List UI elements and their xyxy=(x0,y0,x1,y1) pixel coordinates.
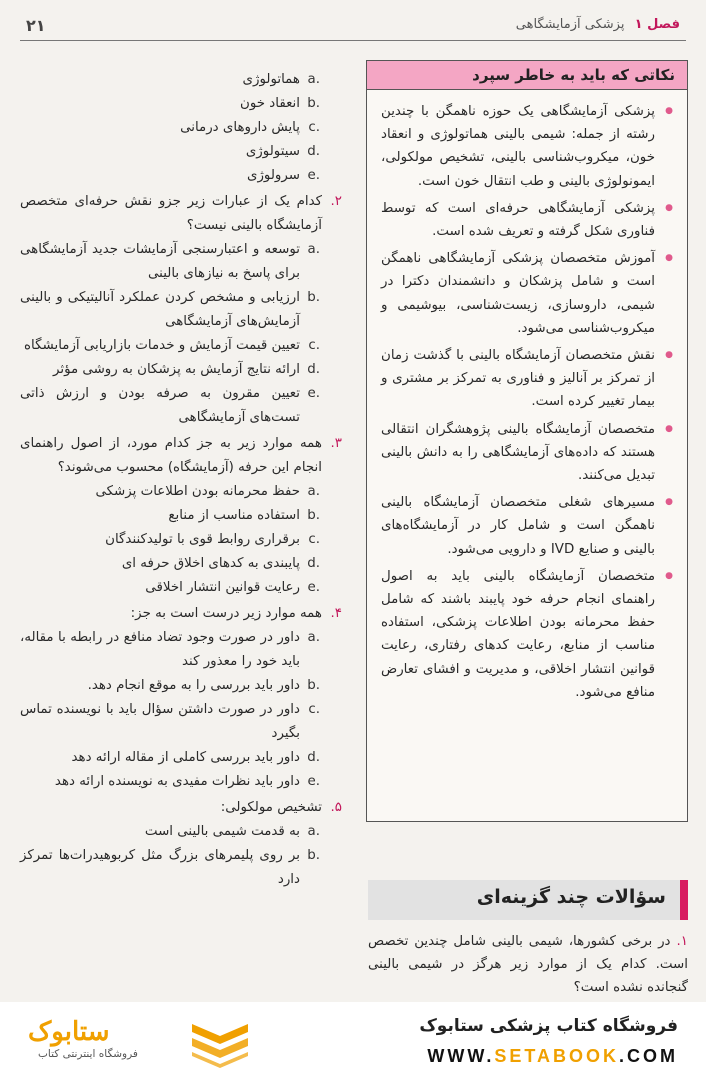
question-text: کدام یک از عبارات زیر جزو نقش حرفه‌ای متخصص آزمایشگاه بالینی نیست؟ xyxy=(20,194,322,233)
option xyxy=(20,92,342,116)
option-text: رعایت قوانین انتشار اخلاقی xyxy=(145,580,300,595)
option-letter: e. xyxy=(307,168,320,183)
option-text: ارزیابی و مشخص کردن عملکرد آنالیتیکی و بالینی آزمایش‌های آزمایشگاهی xyxy=(20,290,300,329)
option xyxy=(20,238,342,286)
chapter-title: پزشکی آزمایشگاهی xyxy=(515,17,625,32)
option xyxy=(20,334,342,358)
question-2 xyxy=(20,190,342,238)
question-text: تشخیص مولکولی: xyxy=(220,800,322,815)
option-letter: a. xyxy=(307,242,320,257)
option-text: پایبندی به کدهای اخلاق حرفه ای xyxy=(121,556,300,571)
store-banner xyxy=(0,1002,706,1080)
option-letter: d. xyxy=(307,144,320,159)
option xyxy=(20,844,342,892)
option xyxy=(20,382,342,430)
option-letter: e. xyxy=(307,774,320,789)
option-letter: e. xyxy=(307,386,320,401)
option-letter: d. xyxy=(307,362,320,377)
option-letter: c. xyxy=(308,532,320,547)
option-text: تعیین مقرون به صرفه بودن و ارزش ذاتی تست‌های آزمایشگاهی xyxy=(20,386,300,425)
option-text: انعقاد خون xyxy=(239,96,300,111)
key-point-item: ● آموزش متخصصان پزشکی آزمایشگاهی ناهمگن است و شامل پزشکان و دانشمندان دکترا در شیمی، داروسازی، زیست‌شناسی، بیوشیمی و میکروب‌شناسی می‌شود. xyxy=(381,247,673,340)
option-letter: b. xyxy=(307,96,320,111)
mcq-section-heading xyxy=(368,880,688,920)
running-header xyxy=(20,14,686,41)
option-text: داور باید بررسی را به موقع انجام دهد. xyxy=(87,678,300,693)
option-text: سرولوژی xyxy=(246,168,300,183)
option-text: بر روی پلیمرهای بزرگ مثل کربوهیدرات‌ها تمرکز دارد xyxy=(20,848,300,887)
option xyxy=(20,674,342,698)
option-letter: c. xyxy=(308,338,320,353)
option-letter: c. xyxy=(308,702,320,717)
option-letter: d. xyxy=(307,750,320,765)
question-number: ۱. xyxy=(676,934,688,949)
key-point-item: ● متخصصان آزمایشگاه بالینی پژوهشگران انتقالی هستند که داده‌های آزمایشگاهی را به دانش بالینی تبدیل می‌کنند. xyxy=(381,418,673,488)
question-number: ۵. xyxy=(330,800,342,815)
option-letter: a. xyxy=(307,484,320,499)
key-points-box xyxy=(366,60,688,822)
url-brand: SETABOOK xyxy=(494,1046,619,1066)
url-suffix: .COM xyxy=(619,1046,678,1066)
option xyxy=(20,504,342,528)
key-point-item: ● متخصصان آزمایشگاه بالینی باید به اصول راهنمای انجام حرفه خود پایبند باشند که شامل حفظ محرمانه بودن اطلاعات پزشکی، استفاده مناسب از منابع، رعایت کدهای رفتاری، رعایت قوانین انتشار اخلاقی، و مدیریت و افشای تعارض منافع می‌شود. xyxy=(381,565,673,704)
option xyxy=(20,626,342,674)
option-letter: c. xyxy=(308,120,320,135)
option-text: حفظ محرمانه بودن اطلاعات پزشکی xyxy=(95,484,300,499)
questions-column xyxy=(20,68,342,892)
option-text: داور در صورت وجود تضاد منافع در رابطه با مقاله، باید خود را معذور کند xyxy=(20,630,300,669)
option-text: برقراری روابط قوی با تولیدکنندگان xyxy=(105,532,300,547)
chapter-label: فصل ۱ xyxy=(634,17,680,32)
chapter-heading xyxy=(516,17,680,32)
option-text: تعیین قیمت آزمایش و خدمات بازاریابی آزمایشگاه xyxy=(24,338,300,353)
store-url-link[interactable] xyxy=(427,1046,678,1067)
option-letter: b. xyxy=(307,678,320,693)
option xyxy=(20,164,342,188)
store-logo[interactable] xyxy=(20,1014,260,1070)
option xyxy=(20,286,342,334)
option-text: داور باید نظرات مفیدی به نویسنده ارائه دهد xyxy=(54,774,300,789)
option-text: توسعه و اعتبارسنجی آزمایشات جدید آزمایشگاهی برای پاسخ به نیازهای بالینی xyxy=(20,242,300,281)
question-4 xyxy=(20,602,342,626)
option xyxy=(20,116,342,140)
page-number: ۲۱ xyxy=(26,16,46,35)
key-points-list xyxy=(367,90,687,714)
store-name: فروشگاه کتاب پزشکی ستابوک xyxy=(419,1016,678,1036)
option-letter: b. xyxy=(307,290,320,305)
option-letter: b. xyxy=(307,848,320,863)
option xyxy=(20,746,342,770)
mcq-heading-text: سؤالات چند گزینه‌ای xyxy=(476,886,666,908)
question-5 xyxy=(20,796,342,820)
book-stack-icon xyxy=(188,1016,252,1068)
question-number: ۳. xyxy=(330,436,342,451)
option-letter: d. xyxy=(307,556,320,571)
option xyxy=(20,140,342,164)
option xyxy=(20,770,342,794)
question-1 xyxy=(368,930,688,999)
option-text: داور باید بررسی کاملی از مقاله ارائه دهد xyxy=(71,750,300,765)
option-text: پایش داروهای درمانی xyxy=(180,120,300,135)
option xyxy=(20,552,342,576)
question-3 xyxy=(20,432,342,480)
option xyxy=(20,480,342,504)
key-points-title: نکاتی که باید به خاطر سپرد xyxy=(367,61,687,90)
option-letter: e. xyxy=(307,580,320,595)
key-point-item: ● پزشکی آزمایشگاهی یک حوزه ناهمگن با چندین رشته از جمله: شیمی بالینی هماتولوژی و انعقاد خون، میکروب‌شناسی بالینی، تشخیص مولکولی، ایمونولوژی بالینی و طب انتقال خون است. xyxy=(381,100,673,193)
option-text: استفاده مناسب از منابع xyxy=(168,508,300,523)
question-text: همه موارد زیر درست است به جز: xyxy=(130,606,322,621)
option xyxy=(20,698,342,746)
question-text: همه موارد زیر به جز کدام مورد، از اصول راهنمای انجام این حرفه (آزمایشگاه) محسوب می‌شوند؟ xyxy=(20,436,322,475)
option-letter: a. xyxy=(307,630,320,645)
option xyxy=(20,576,342,600)
option xyxy=(20,528,342,552)
option-text: داور در صورت داشتن سؤال باید با نویسنده تماس بگیرد xyxy=(20,702,300,741)
key-point-item: ● پزشکی آزمایشگاهی حرفه‌ای است که توسط فناوری شکل گرفته و تعریف شده است. xyxy=(381,197,673,243)
question-text: در برخی کشورها، شیمی بالینی شامل چندین تخصص است. کدام یک از موارد زیر هرگز در شیمی بالینی گنجانده نشده است؟ xyxy=(368,934,688,995)
question-number: ۲. xyxy=(330,194,342,209)
key-point-item: ● مسیرهای شغلی متخصصان آزمایشگاه بالینی ناهمگن است و شامل کار در آزمایشگاه‌های بالینی و صنایع IVD و دارویی می‌شود. xyxy=(381,491,673,561)
question-number: ۴. xyxy=(330,606,342,621)
option xyxy=(20,358,342,382)
option-text: هماتولوژی xyxy=(242,72,300,87)
key-point-item: ● نقش متخصصان آزمایشگاه بالینی با گذشت زمان از تمرکز بر آنالیز و فناوری به تمرکز بر مشتری و بیمار تغییر کرده است. xyxy=(381,344,673,414)
option-letter: a. xyxy=(307,72,320,87)
option-text: سیتولوژی xyxy=(245,144,300,159)
logo-wordmark: ستابوک xyxy=(28,1016,110,1046)
option xyxy=(20,68,342,92)
option-letter: a. xyxy=(307,824,320,839)
url-prefix: WWW. xyxy=(427,1046,495,1066)
option xyxy=(20,820,342,844)
option-text: ارائه نتایج آزمایش به پزشکان به روشی مؤثر xyxy=(52,362,300,377)
logo-tagline: فروشگاه اینترنتی کتاب xyxy=(38,1048,138,1060)
option-text: به قدمت شیمی بالینی است xyxy=(144,824,300,839)
option-letter: b. xyxy=(307,508,320,523)
